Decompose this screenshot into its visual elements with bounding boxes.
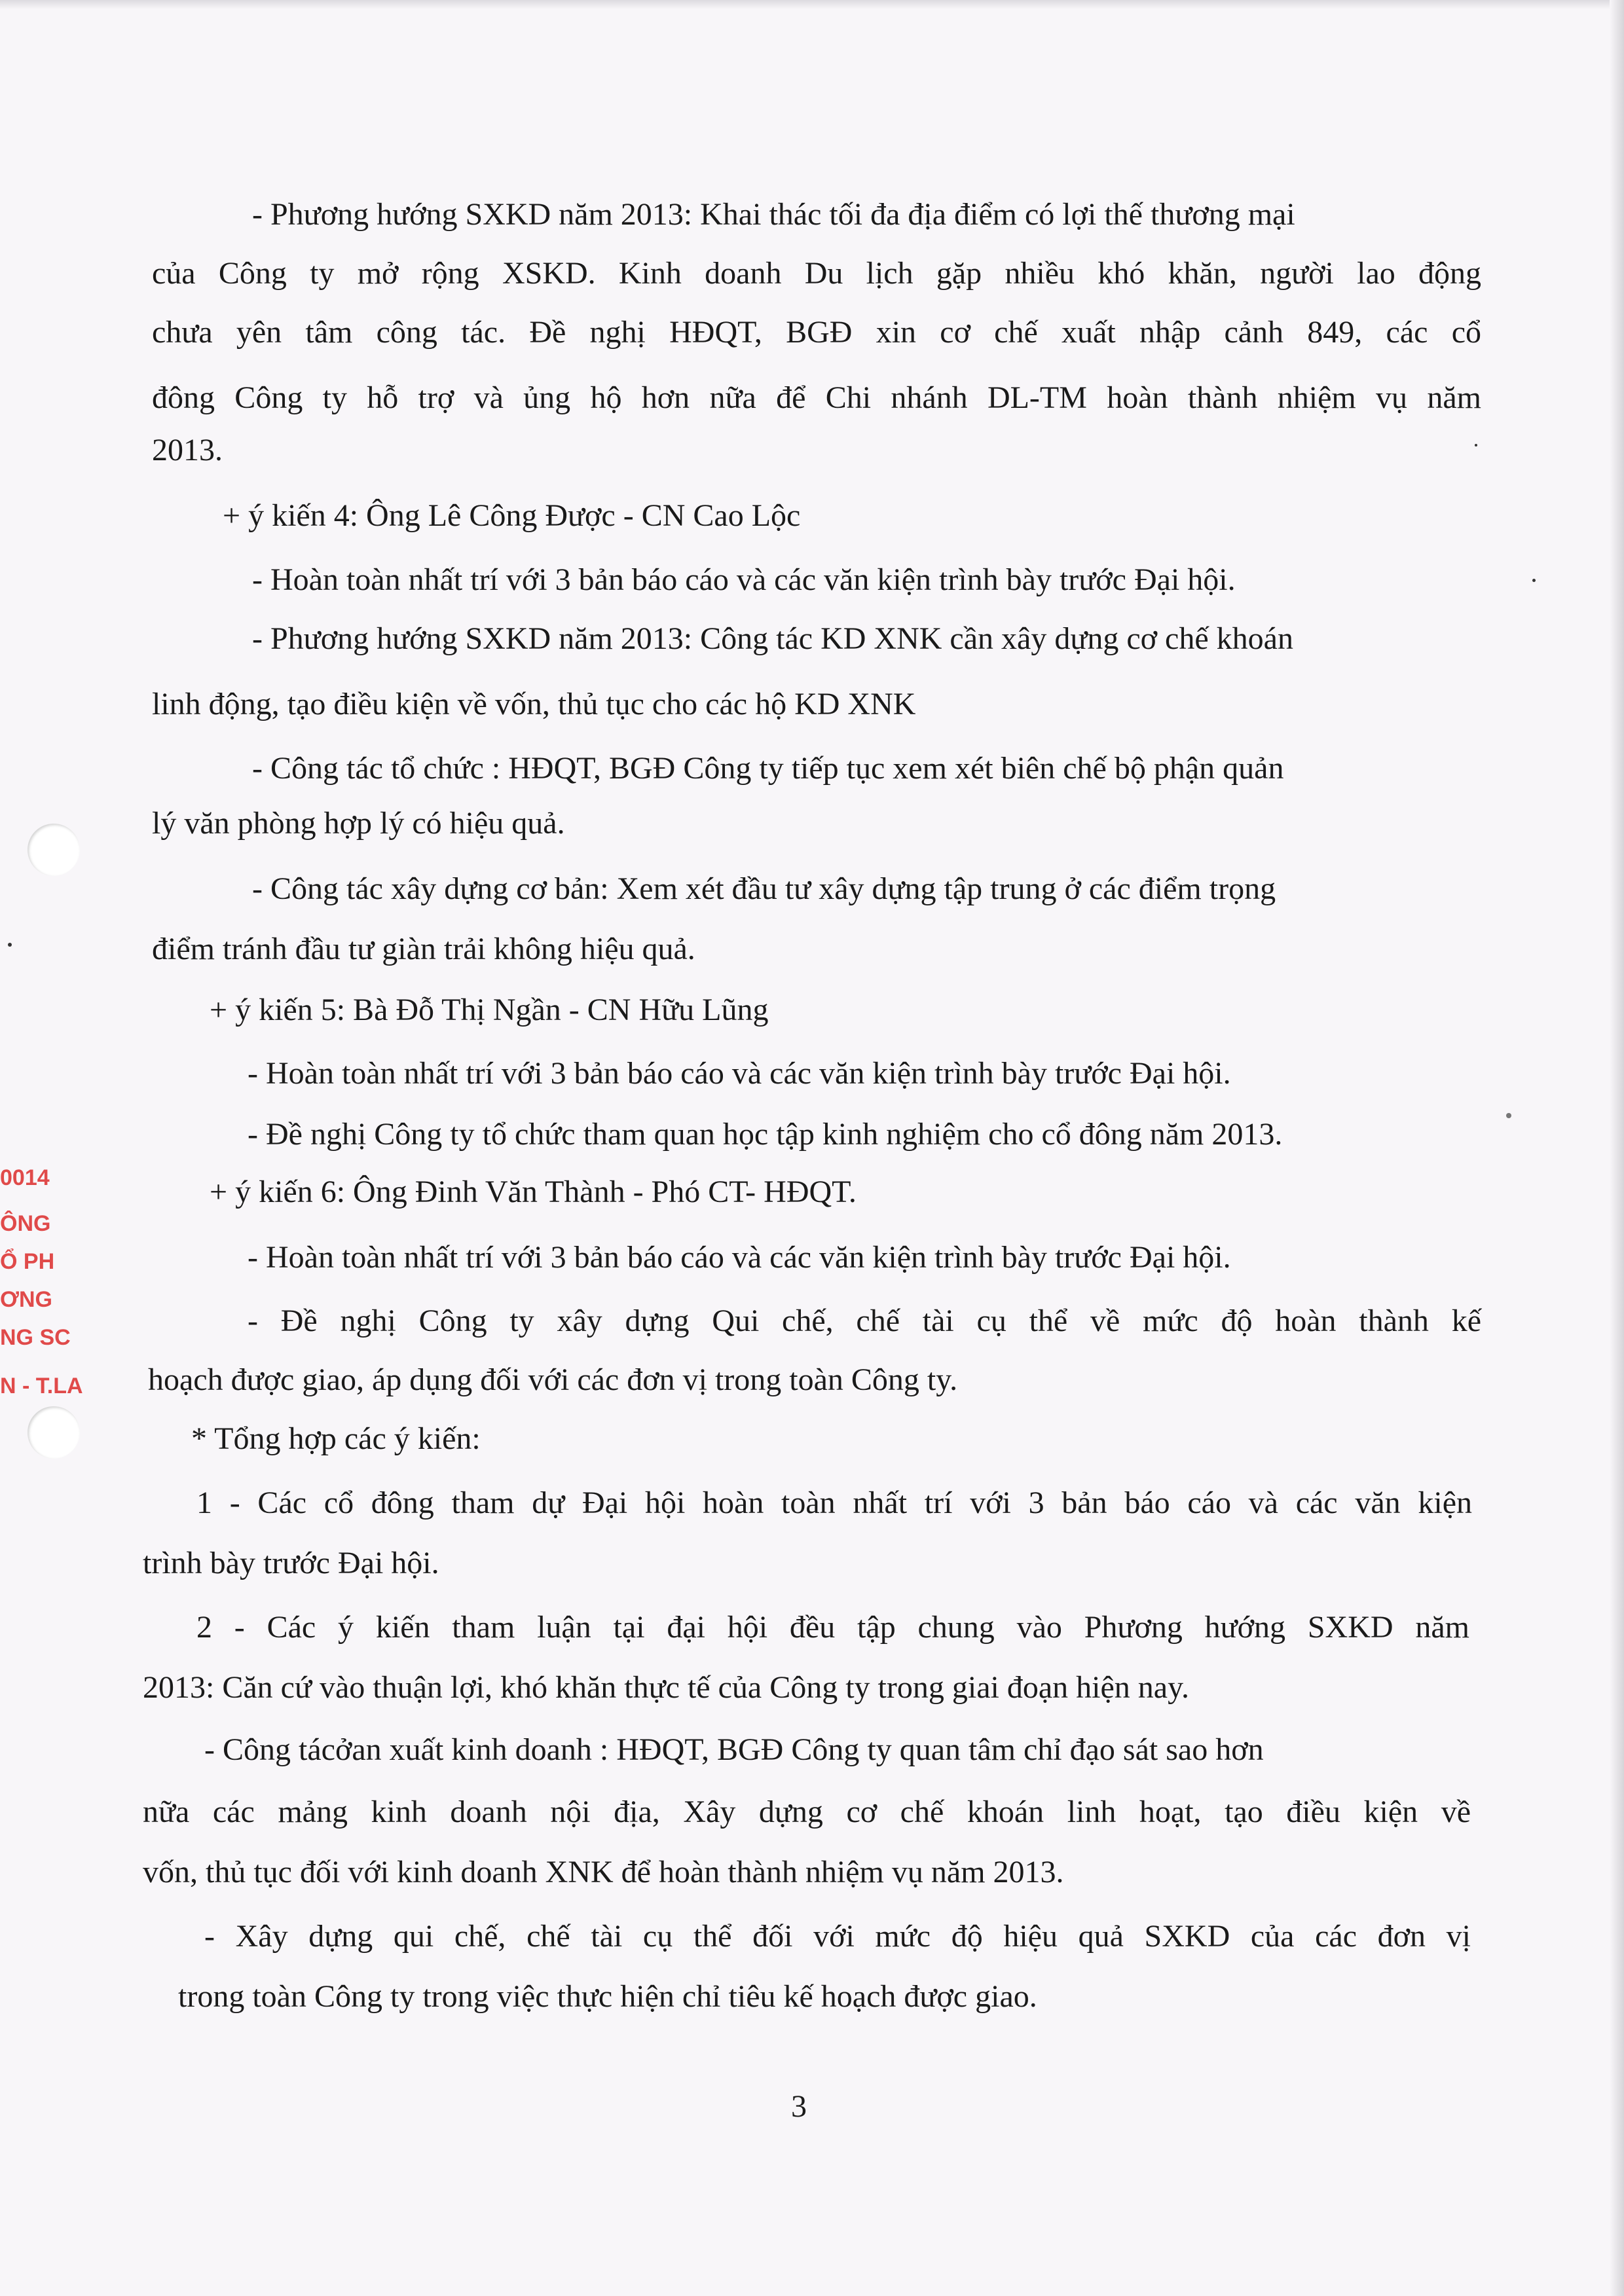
text-line: 1 - Các cổ đông tham dự Đại hội hoàn toàn nhất trí với 3 bản báo cáo và các văn kiện xyxy=(196,1485,1472,1520)
text-line: - Công tác xây dựng cơ bản: Xem xét đầu tư xây dựng tập trung ở các điểm trọng xyxy=(252,871,1276,906)
stamp-line: Ổ PH xyxy=(0,1249,55,1274)
page-right-edge-shadow xyxy=(1610,0,1624,2296)
text-line: + ý kiến 6: Ông Đinh Văn Thành - Phó CT- HĐQT. xyxy=(210,1175,857,1209)
text-line: hoạch được giao, áp dụng đối với các đơn vị trong toàn Công ty. xyxy=(148,1362,958,1397)
text-line: + ý kiến 4: Ông Lê Công Được - CN Cao Lộc xyxy=(223,498,801,533)
text-line: lý văn phòng hợp lý có hiệu quả. xyxy=(152,806,565,841)
stamp-line: N - T.LA xyxy=(0,1374,83,1398)
text-line: đông Công ty hỗ trợ và ủng hộ hơn nữa để Chi nhánh DL-TM hoàn thành nhiệm vụ năm xyxy=(152,380,1481,415)
red-stamp-fragment xyxy=(0,1159,85,1434)
text-line: linh động, tạo điều kiện về vốn, thủ tục cho các hộ KD XNK xyxy=(152,687,916,721)
text-line: - Phương hướng SXKD năm 2013: Công tác KD XNK cần xây dựng cơ chế khoán xyxy=(252,621,1293,656)
text-line: - Hoàn toàn nhất trí với 3 bản báo cáo và các văn kiện trình bày trước Đại hội. xyxy=(248,1056,1231,1091)
text-line: - Đề nghị Công ty tổ chức tham quan học tập kinh nghiệm cho cổ đông năm 2013. xyxy=(248,1117,1283,1152)
text-line: của Công ty mở rộng XSKD. Kinh doanh Du lịch gặp nhiều khó khăn, người lao động xyxy=(152,256,1481,291)
text-line: - Xây dựng qui chế, chế tài cụ thể đối với mức độ hiệu quả SXKD của các đơn vị xyxy=(204,1919,1471,1954)
stamp-line: ÔNG xyxy=(0,1211,51,1236)
text-line: - Công tácởan xuất kinh doanh : HĐQT, BGĐ Công ty quan tâm chỉ đạo sát sao hơn xyxy=(204,1732,1264,1767)
text-line: - Hoàn toàn nhất trí với 3 bản báo cáo và các văn kiện trình bày trước Đại hội. xyxy=(252,562,1236,597)
text-line: chưa yên tâm công tác. Đề nghị HĐQT, BGĐ xin cơ chế xuất nhập cảnh 849, các cổ xyxy=(152,315,1481,350)
stamp-line: ƠNG xyxy=(0,1287,53,1312)
text-line: - Công tác tổ chức : HĐQT, BGĐ Công ty tiếp tục xem xét biên chế bộ phận quản xyxy=(252,751,1284,786)
text-line: nữa các mảng kinh doanh nội địa, Xây dựng cơ chế khoán linh hoạt, tạo điều kiện về xyxy=(143,1795,1471,1829)
scan-speck xyxy=(1506,1113,1511,1118)
scan-speck xyxy=(8,943,12,947)
text-line: - Hoàn toàn nhất trí với 3 bản báo cáo và các văn kiện trình bày trước Đại hội. xyxy=(248,1240,1231,1275)
page-top-edge xyxy=(0,0,1624,9)
text-line: 2013: Căn cứ vào thuận lợi, khó khăn thực tế của Công ty trong giai đoạn hiện nay. xyxy=(143,1670,1189,1705)
text-line: * Tổng hợp các ý kiến: xyxy=(191,1421,481,1456)
text-line: - Đề nghị Công ty xây dựng Qui chế, chế tài cụ thể về mức độ hoàn thành kế xyxy=(248,1303,1481,1338)
text-line: - Phương hướng SXKD năm 2013: Khai thác tối đa địa điểm có lợi thế thương mại xyxy=(252,197,1295,232)
scan-speck xyxy=(1475,444,1477,446)
text-line: vốn, thủ tục đối với kinh doanh XNK để hoàn thành nhiệm vụ năm 2013. xyxy=(143,1855,1064,1889)
page-number: 3 xyxy=(791,2089,807,2124)
text-line: trong toàn Công ty trong việc thực hiện chỉ tiêu kế hoạch được giao. xyxy=(178,1979,1037,2014)
text-line: điểm tránh đầu tư giàn trải không hiệu quả. xyxy=(152,932,695,966)
punch-hole-upper xyxy=(28,824,80,876)
text-line: trình bày trước Đại hội. xyxy=(143,1546,439,1580)
text-line: + ý kiến 5: Bà Đỗ Thị Ngần - CN Hữu Lũng xyxy=(210,993,769,1027)
scan-speck xyxy=(1532,579,1536,582)
text-line: 2 - Các ý kiến tham luận tại đại hội đều tập chung vào Phương hướng SXKD năm xyxy=(196,1610,1469,1645)
stamp-line: 0014 xyxy=(0,1165,50,1190)
text-line: 2013. xyxy=(152,433,223,467)
stamp-line: NG SC xyxy=(0,1325,71,1350)
